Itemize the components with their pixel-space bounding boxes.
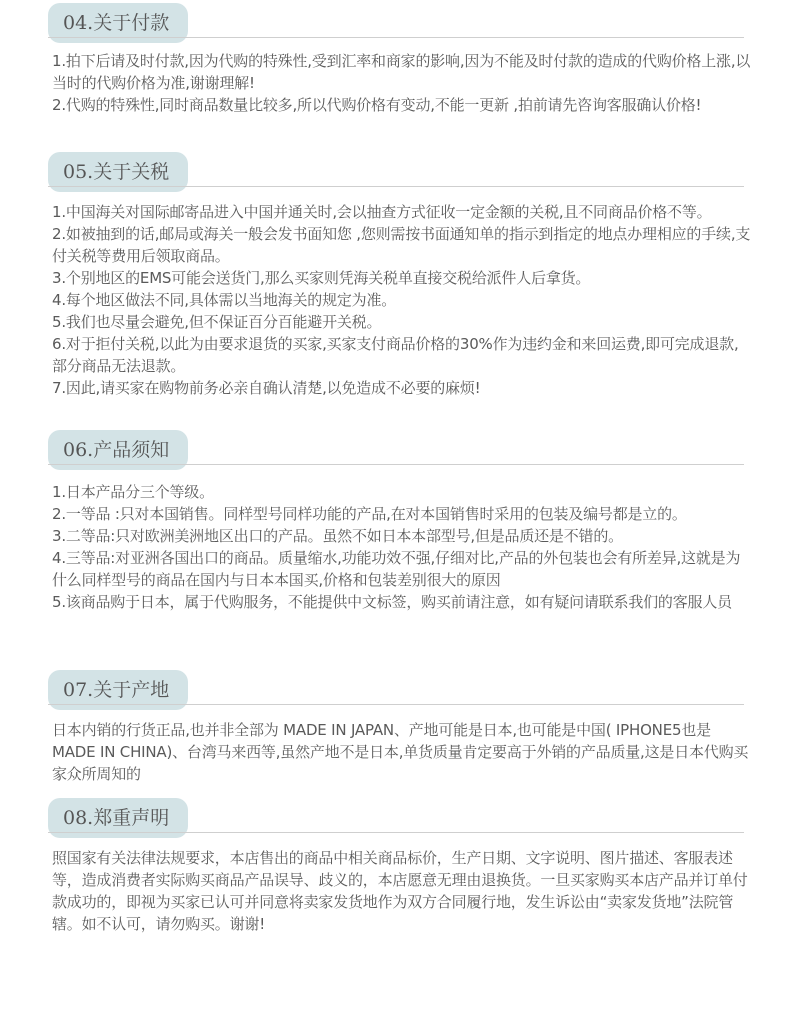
- paragraph: 照国家有关法律法规要求，本店售出的商品中相关商品标价，生产日期、文字说明、图片描述、客服表述等，造成消费者实际购买商品产品误导、歧义的，本店愿意无理由退换货。一旦买家购买本店产品并订单付款成功的，即视为买家已认可并同意将卖家发货地作为双方合同履行地，发生诉讼由“卖家发货地”法院管辖。如不认可，请勿购买。谢谢!: [52, 849, 748, 933]
- paragraph: 2.一等品 :只对本国销售。同样型号同样功能的产品,在对本国销售时采用的包装及编号都是立的。: [52, 505, 687, 523]
- section-divider: [48, 37, 744, 38]
- paragraph: 7.因此,请买家在购物前务必亲自确认清楚,以免造成不必要的麻烦!: [52, 379, 481, 397]
- paragraph: 3.二等品:只对欧洲美洲地区出口的产品。虽然不如日本本部型号,但是品质还是不错的。: [52, 527, 623, 545]
- section-divider: [48, 832, 744, 833]
- section-body-payment: [52, 50, 752, 116]
- section-divider: [48, 464, 744, 465]
- section-body-tariff: [52, 201, 752, 399]
- section-title-declaration: 08.郑重声明: [48, 798, 188, 838]
- paragraph: 5.我们也尽量会避免,但不保证百分百能避开关税。: [52, 313, 382, 331]
- section-divider: [48, 704, 744, 705]
- paragraph: 3.个别地区的EMS可能会送货门,那么买家则凭海关税单直接交税给派件人后拿货。: [52, 269, 591, 287]
- section-title-payment: 04.关于付款: [48, 3, 188, 43]
- paragraph: 4.三等品:对亚洲各国出口的商品。质量缩水,功能功效不强,仔细对比,产品的外包装也会有所差异,这就是为什么同样型号的商品在国内与日本本国买,价格和包装差别很大的原因: [52, 549, 741, 589]
- section-title-product-notice: 06.产品须知: [48, 430, 188, 470]
- section-body-declaration: [52, 847, 752, 935]
- paragraph: 日本内销的行货正品,也并非全部为 MADE IN JAPAN、产地可能是日本,也可能是中国( IPHONE5也是 MADE IN CHINA)、台湾马来西等,虽然产地不是日本,单货质量肯定要高于外销的产品质量,这是日本代购买家众所周知的: [52, 721, 749, 783]
- paragraph: 5.该商品购于日本，属于代购服务，不能提供中文标签，购买前请注意，如有疑问请联系我们的客服人员: [52, 593, 732, 611]
- paragraph: 2.如被抽到的话,邮局或海关一般会发书面知您 ,您则需按书面通知单的指示到指定的地点办理相应的手续,支付关税等费用后领取商品。: [52, 225, 751, 265]
- paragraph: 1.拍下后请及时付款,因为代购的特殊性,受到汇率和商家的影响,因为不能及时付款的造成的代购价格上涨,以当时的代购价格为准,谢谢理解!: [52, 52, 751, 92]
- section-body-product-notice: [52, 481, 752, 613]
- paragraph: 2.代购的特殊性,同时商品数量比较多,所以代购价格有变动,不能一更新 ,拍前请先咨询客服确认价格!: [52, 96, 702, 114]
- paragraph: 1.日本产品分三个等级。: [52, 483, 214, 501]
- section-title-tariff: 05.关于关税: [48, 152, 188, 192]
- paragraph: 6.对于拒付关税,以此为由要求退货的买家,买家支付商品价格的30%作为违约金和来回运费,即可完成退款,部分商品无法退款。: [52, 335, 739, 375]
- section-divider: [48, 186, 744, 187]
- section-title-origin: 07.关于产地: [48, 670, 188, 710]
- paragraph: 4.每个地区做法不同,具体需以当地海关的规定为准。: [52, 291, 397, 309]
- section-body-origin: [52, 719, 752, 785]
- paragraph: 1.中国海关对国际邮寄品进入中国并通关时,会以抽查方式征收一定金额的关税,且不同商品价格不等。: [52, 203, 712, 221]
